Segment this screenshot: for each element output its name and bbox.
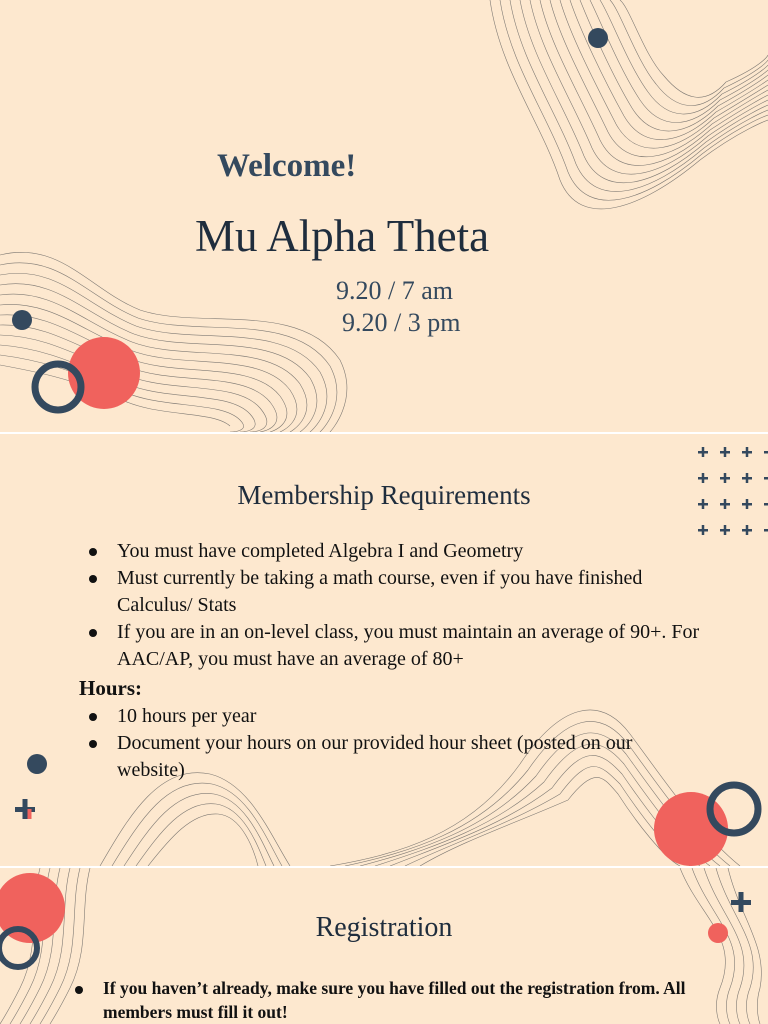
- list-item: You must have completed Algebra I and Geometry: [80, 538, 700, 565]
- requirements-list: [80, 538, 700, 673]
- wave-lines-top-right: [490, 0, 768, 209]
- club-title: Mu Alpha Theta: [195, 211, 490, 261]
- meeting-time-2: 9.20 / 3 pm: [342, 308, 461, 337]
- list-item: Document your hours on our provided hour sheet (posted on our website): [80, 730, 680, 784]
- dot-top-right: [588, 28, 608, 48]
- plus-icon: [15, 799, 35, 819]
- list-item: 10 hours per year: [80, 703, 680, 730]
- list-item: If you haven’t already, make sure you have filled out the registration from. All members must fill it out!: [66, 976, 686, 1024]
- section-title: Registration: [315, 912, 453, 943]
- registration-list: [66, 976, 686, 1024]
- slide-membership: [0, 434, 768, 866]
- hours-list: [80, 703, 680, 784]
- list-item: Must currently be taking a math course, even if you have finished Calculus/ Stats: [80, 565, 700, 619]
- plus-icon: [731, 892, 751, 912]
- list-item: If you are in an on-level class, you must maintain an average of 90+. For AAC/AP, you must have an average of 80+: [80, 619, 700, 673]
- dot-left: [12, 310, 32, 330]
- section-title: Membership Requirements: [237, 480, 531, 510]
- hours-heading: Hours:: [79, 676, 142, 700]
- welcome-heading: Welcome!: [217, 148, 357, 184]
- meeting-time-1: 9.20 / 7 am: [336, 276, 453, 305]
- wave-lines-right: [680, 868, 761, 1024]
- slide-registration: [0, 868, 768, 1024]
- wave-lines-left: [0, 252, 347, 432]
- slide-welcome: [0, 0, 768, 432]
- dot-left: [27, 754, 47, 774]
